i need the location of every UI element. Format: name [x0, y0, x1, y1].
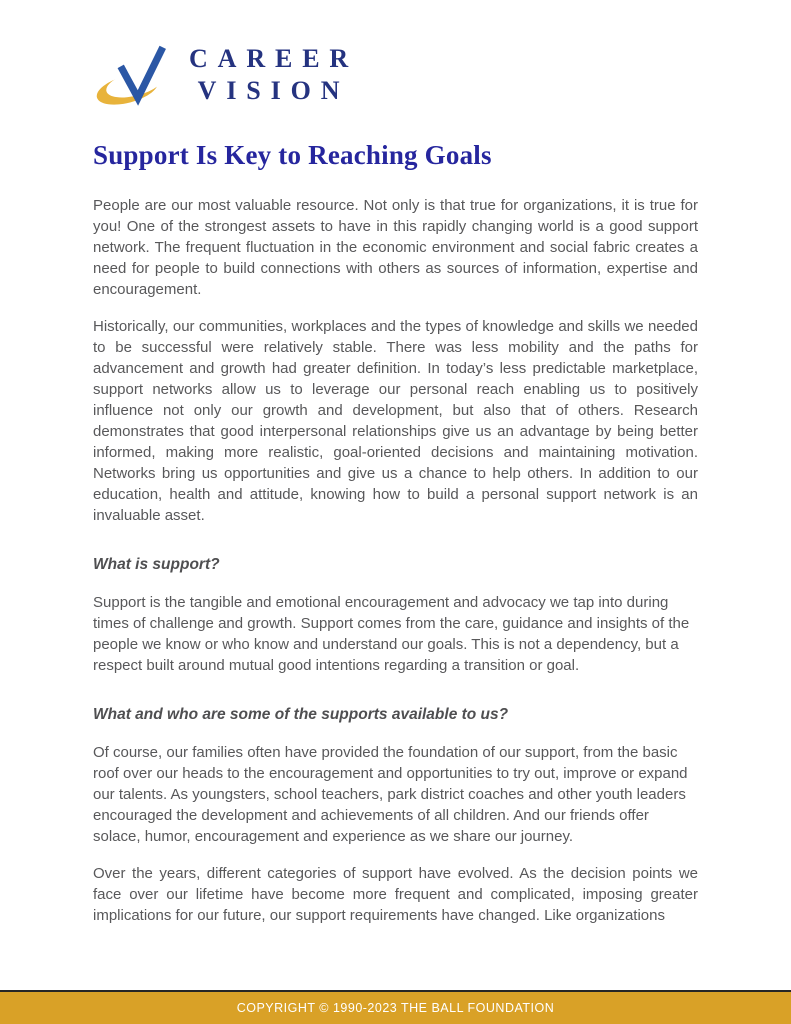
- copyright-text: COPYRIGHT © 1990-2023 THE BALL FOUNDATION: [236, 1001, 555, 1015]
- logo-word-vision: VISION: [197, 76, 350, 105]
- footer-copyright-bar: [0, 990, 791, 1024]
- section-heading-what-is-support: What is support?: [93, 556, 220, 573]
- paragraph-supports-available: Of course, our families often have provided the foundation of our support, from the basic roof over our heads to the encouragement and opportunities to try out, improve or expand our talents. As youngsters, school teachers, park district coaches and other youth leaders encouraged the development and achievements of all children. And our friends offer solace, humor, encouragement and experience as we share our journey.: [93, 744, 688, 845]
- document-body: [93, 195, 698, 926]
- paragraph-what-is-support: Support is the tangible and emotional encouragement and advocacy we tap into during times of challenge and growth. Support comes from the care, guidance and insights of the people we know or who know and understand our goals. This is not a dependency, but a respect built around mutual good intentions regarding a transition or goal.: [93, 594, 690, 674]
- paragraph-over-the-years: Over the years, different categories of support have evolved. As the decision points we face over our lifetime have become more frequent and complicated, imposing greater implications for our future, our support requirements have changed. Like organizations: [93, 865, 698, 924]
- section-heading-supports-available: What and who are some of the supports available to us?: [93, 706, 509, 723]
- page-title: Support Is Key to Reaching Goals: [93, 140, 492, 170]
- logo-wordmark: [189, 43, 358, 108]
- logo-checkmark-icon: [93, 34, 179, 116]
- paragraph-intro: People are our most valuable resource. Not only is that true for organizations, it is true for you! One of the strongest assets to have in this rapidly changing world is a good support network. The frequent fluctuation in the economic environment and social fabric creates a need for people to build connections with others as sources of information, expertise and encouragement.: [93, 197, 698, 298]
- career-vision-logo: [93, 34, 698, 116]
- logo-word-career: CAREER: [189, 43, 359, 73]
- paragraph-history: Historically, our communities, workplaces and the types of knowledge and skills we needed to be successful were relatively stable. There was less mobility and the paths for advancement and growth had greater definition. In today’s less predictable marketplace, support networks allow us to leverage our personal reach enabling us to positively influence not only our growth and development, but also that of others. Research demonstrates that good interpersonal relationships give us an advantage by being better informed, making more realistic, goal-oriented decisions and maintaining motivation. Networks bring us opportunities and give us a chance to help others. In addition to our education, health and attitude, knowing how to build a personal support network is an invaluable asset.: [93, 318, 698, 524]
